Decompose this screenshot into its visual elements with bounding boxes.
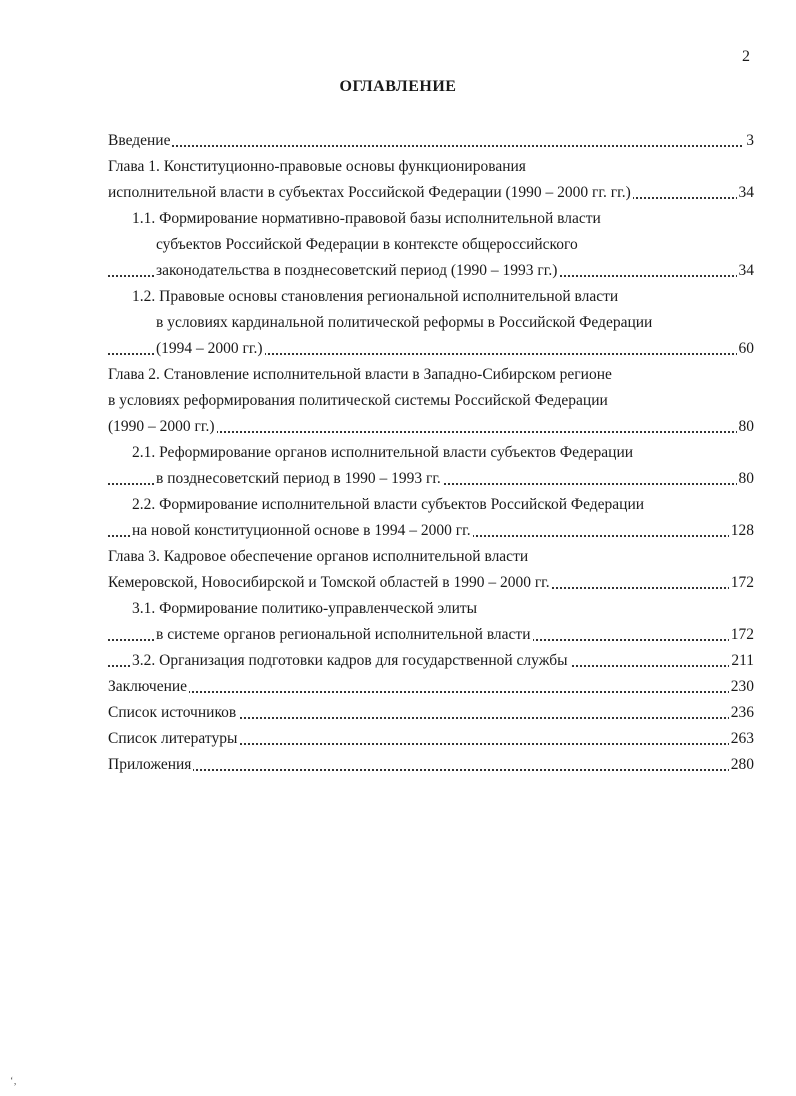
- toc-entry-page: 80: [737, 466, 755, 492]
- toc-entry: [108, 232, 754, 258]
- toc-entry: [108, 700, 754, 726]
- toc-entry-text: Глава 1. Конституционно-правовые основы функционирования: [108, 158, 526, 175]
- leader-dots: [108, 691, 754, 693]
- toc-entry-page: 34: [737, 180, 755, 206]
- toc-entry-page: 172: [729, 622, 754, 648]
- toc-entry-page: 236: [729, 700, 754, 726]
- toc-entry: [108, 154, 754, 180]
- toc-entry-page: 128: [729, 518, 754, 544]
- toc-entry: [108, 284, 754, 310]
- leader-dots: [108, 145, 754, 147]
- toc-entry-text: Введение: [108, 132, 171, 149]
- toc-entry: [108, 414, 754, 440]
- toc-entry: [108, 310, 754, 336]
- toc-entry-text: 3.2. Организация подготовки кадров для государственной службы: [132, 652, 568, 669]
- toc-entry: [108, 726, 754, 752]
- toc-entry: [108, 440, 754, 466]
- table-of-contents: [108, 128, 754, 778]
- toc-entry: [108, 518, 754, 544]
- toc-entry: [108, 492, 754, 518]
- toc-entry: [108, 180, 754, 206]
- toc-entry-page: 230: [729, 674, 754, 700]
- toc-entry-text: 1.1. Формирование нормативно-правовой базы исполнительной власти: [132, 210, 601, 227]
- toc-entry: [108, 336, 754, 362]
- toc-entry-page: 172: [729, 570, 754, 596]
- toc-entry-text: Глава 2. Становление исполнительной власти в Западно-Сибирском регионе: [108, 366, 612, 383]
- toc-entry-text: Список источников: [108, 704, 237, 721]
- toc-entry-page: 80: [737, 414, 755, 440]
- toc-entry-text: 1.2. Правовые основы становления региональной исполнительной власти: [132, 288, 619, 305]
- toc-entry: [108, 362, 754, 388]
- toc-entry: [108, 466, 754, 492]
- toc-entry: [108, 388, 754, 414]
- toc-entry-text: Глава 3. Кадровое обеспечение органов исполнительной власти: [108, 548, 529, 565]
- toc-entry-text: (1990 – 2000 гг.): [108, 418, 215, 435]
- toc-entry: [108, 752, 754, 778]
- leader-dots: [108, 769, 754, 771]
- toc-entry: [108, 674, 754, 700]
- toc-entry: [108, 648, 754, 674]
- toc-entry-page: 3: [744, 128, 754, 154]
- toc-entry: [108, 544, 754, 570]
- page-title: ОГЛАВЛЕНИЕ: [339, 78, 457, 95]
- toc-entry-text: Приложения: [108, 756, 192, 773]
- toc-entry-text: субъектов Российской Федерации в контексте общероссийского: [156, 236, 578, 253]
- toc-entry: [108, 570, 754, 596]
- toc-entry-text: в позднесоветский период в 1990 – 1993 гг.: [156, 470, 441, 487]
- toc-entry: [108, 128, 754, 154]
- toc-entry: [108, 258, 754, 284]
- toc-entry-text: в условиях реформирования политической системы Российской Федерации: [108, 392, 608, 409]
- toc-entry-page: 211: [729, 648, 754, 674]
- toc-entry-text: Заключение: [108, 678, 188, 695]
- toc-entry-text: Список литературы: [108, 730, 238, 747]
- toc-entry-text: исполнительной власти в субъектах Российской Федерации (1990 – 2000 гг. гг.): [108, 184, 631, 201]
- toc-entry-text: законодательства в позднесоветский период (1990 – 1993 гг.): [156, 262, 558, 279]
- scan-artifact: ‘‚: [10, 1076, 17, 1087]
- toc-entry-page: 60: [737, 336, 755, 362]
- toc-entry: [108, 596, 754, 622]
- toc-entry-text: (1994 – 2000 гг.): [156, 340, 263, 357]
- toc-entry-page: 280: [729, 752, 754, 778]
- toc-entry-text: 2.1. Реформирование органов исполнительной власти субъектов Федерации: [132, 444, 634, 461]
- toc-entry: [108, 206, 754, 232]
- toc-entry-text: 2.2. Формирование исполнительной власти субъектов Российской Федерации: [132, 496, 645, 513]
- page-number: 2: [742, 48, 750, 65]
- toc-entry-page: 34: [737, 258, 755, 284]
- toc-entry-text: Кемеровской, Новосибирской и Томской областей в 1990 – 2000 гг.: [108, 574, 550, 591]
- toc-entry-text: в системе органов региональной исполнительной власти: [156, 626, 531, 643]
- toc-entry: [108, 622, 754, 648]
- toc-entry-page: 263: [729, 726, 754, 752]
- toc-entry-text: в условиях кардинальной политической реформы в Российской Федерации: [156, 314, 653, 331]
- toc-entry-text: 3.1. Формирование политико-управленческой элиты: [132, 600, 478, 617]
- toc-entry-text: на новой конституционной основе в 1994 – 2000 гг.: [132, 522, 471, 539]
